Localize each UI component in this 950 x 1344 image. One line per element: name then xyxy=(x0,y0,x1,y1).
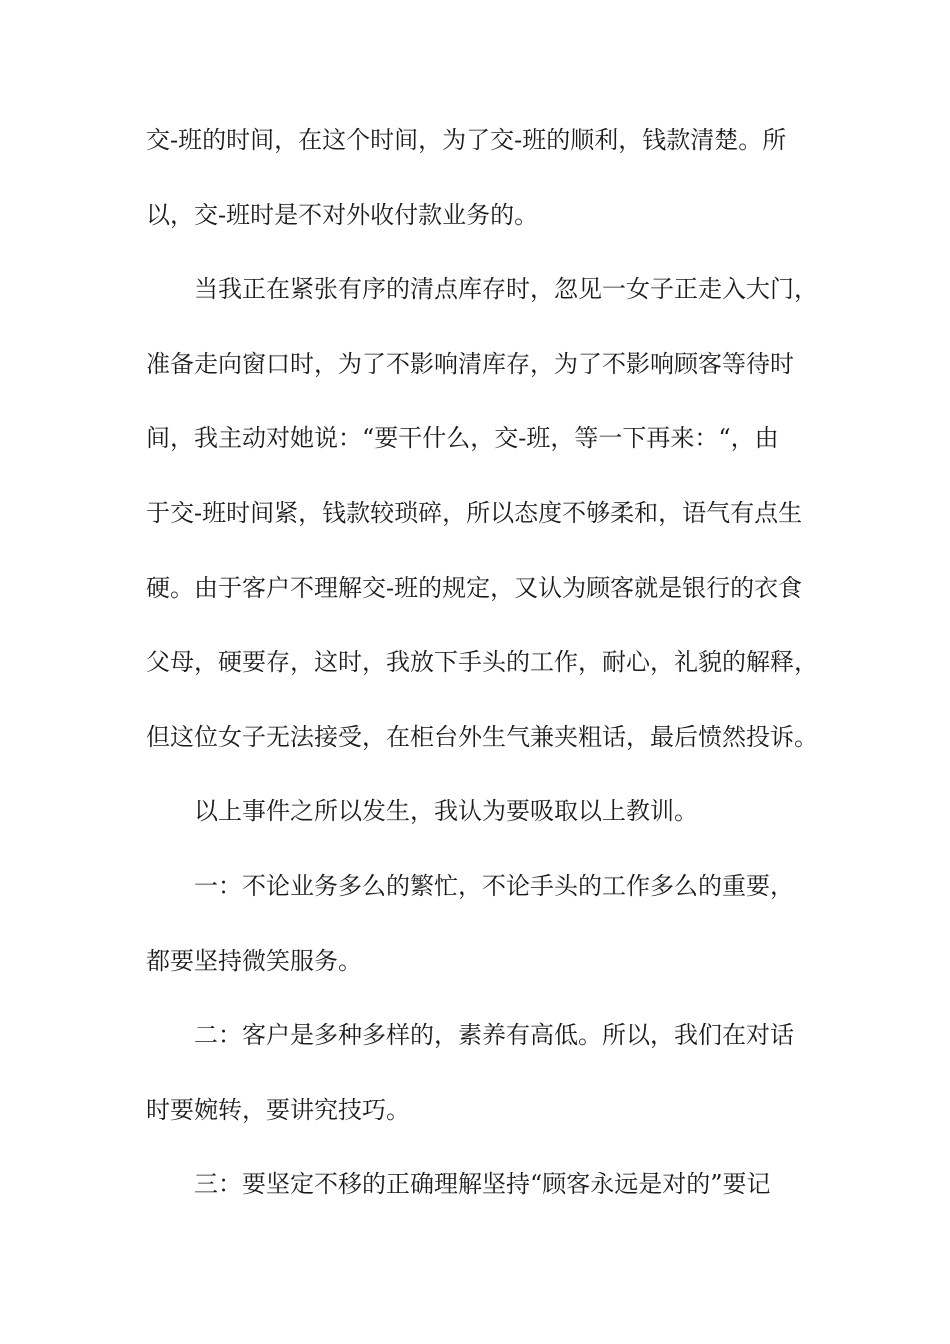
body-text xyxy=(146,128,836,1247)
text-line: 当我正在紧张有序的清点库存时，忽见一女子正走入大门， xyxy=(194,275,818,304)
text-line: 三：要坚定不移的正确理解坚持“顾客永远是对的”要记 xyxy=(194,1170,771,1199)
text-line: 以上事件之所以发生，我认为要吸取以上教训。 xyxy=(194,797,698,826)
text-line: 硬。由于客户不理解交-班的规定，又认为顾客就是银行的衣食 xyxy=(146,573,803,602)
text-line: 于交-班时间紧，钱款较琐碎，所以态度不够柔和，语气有点生 xyxy=(146,498,803,527)
text-line: 时要婉转，要讲究技巧。 xyxy=(146,1095,410,1124)
text-line: 二：客户是多种多样的，素养有高低。所以，我们在对话 xyxy=(194,1021,794,1050)
text-line: 一：不论业务多么的繁忙，不论手头的工作多么的重要， xyxy=(194,871,794,900)
text-line: 父母，硬要存，这时，我放下手头的工作，耐心，礼貌的解释， xyxy=(146,648,818,677)
text-line: 间，我主动对她说：“要干什么，交-班，等一下再来：“，由 xyxy=(146,424,779,453)
text-line: 但这位女子无法接受，在柜台外生气兼夹粗话，最后愤然投诉。 xyxy=(146,722,818,751)
text-line: 交-班的时间，在这个时间，为了交-班的顺利，钱款清楚。所 xyxy=(146,126,787,154)
text-line: 准备走向窗口时，为了不影响清库存，为了不影响顾客等待时 xyxy=(146,349,794,378)
text-line: 都要坚持微笑服务。 xyxy=(146,946,362,975)
text-line: 以，交-班时是不对外收付款业务的。 xyxy=(146,200,539,229)
